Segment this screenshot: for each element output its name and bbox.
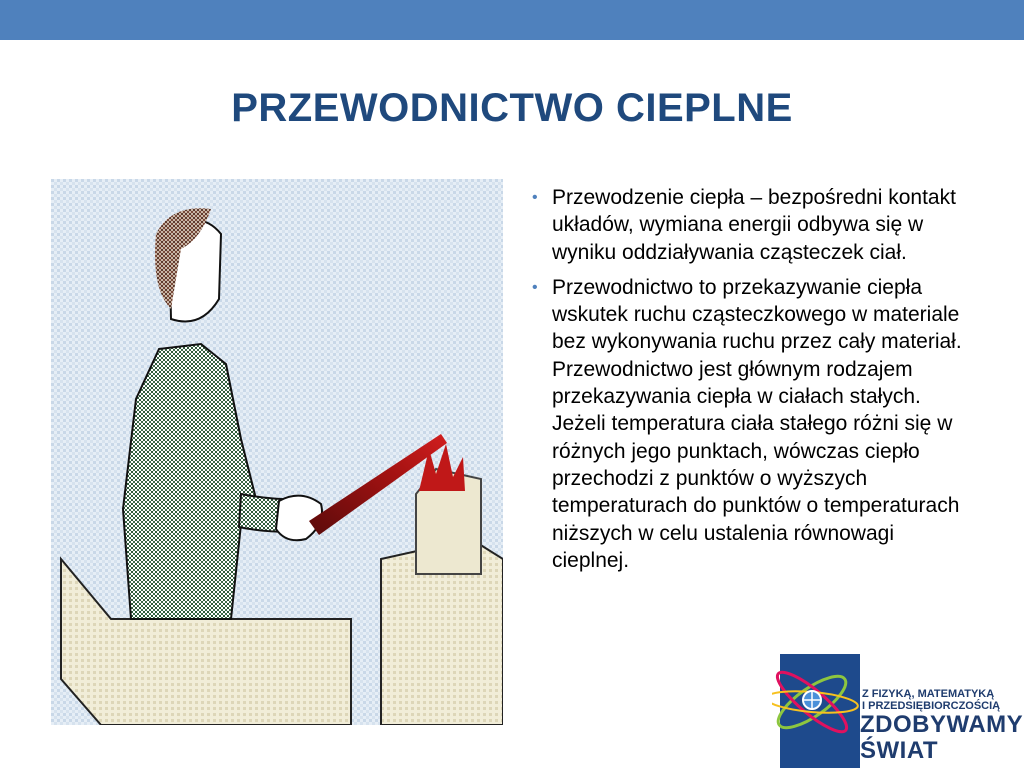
logo-line-3: ZDOBYWAMY [860,711,1024,738]
logo-line-2: I PRZEDSIĘBIORCZOŚCIĄ [862,700,1001,712]
logo-line-1: Z FIZYKĄ, MATEMATYKĄ [862,688,995,700]
bullet-dot-icon: • [532,189,538,206]
logo-line-4: ŚWIAT [860,737,939,764]
bullet-list [530,184,970,574]
bullet-item [530,184,970,266]
bullet-item [530,274,970,574]
logo-tagline [862,688,1000,712]
slide-title: PRZEWODNICTWO CIEPLNE [231,86,793,130]
logo-wordmark [860,712,1023,764]
bullet-text: Przewodnictwo to przekazywanie ciepła wskutek ruchu cząsteczkowego w materiale bez wykonywania ruchu przez cały materiał. Przewodnictwo jest głównym rodzajem przekazywania ciepła w ciałach stałych. Jeżeli temperatura ciała stałego różni się w różnych jego punktach, wówczas ciepło przechodzi z punktów o wyższych temperaturach do punktów o temperaturach niższych w celu ustalenia równowagi cieplnej. [552,275,962,572]
bullet-dot-icon: • [532,278,538,296]
bullet-content [530,184,970,582]
top-accent-bar [0,0,1024,40]
bullet-text: Przewodzenie ciepła – bezpośredni kontakt układów, wymiana energii odbywa się w wyniku oddziaływania cząsteczek ciał. [552,186,956,264]
illustration-image [51,179,503,725]
